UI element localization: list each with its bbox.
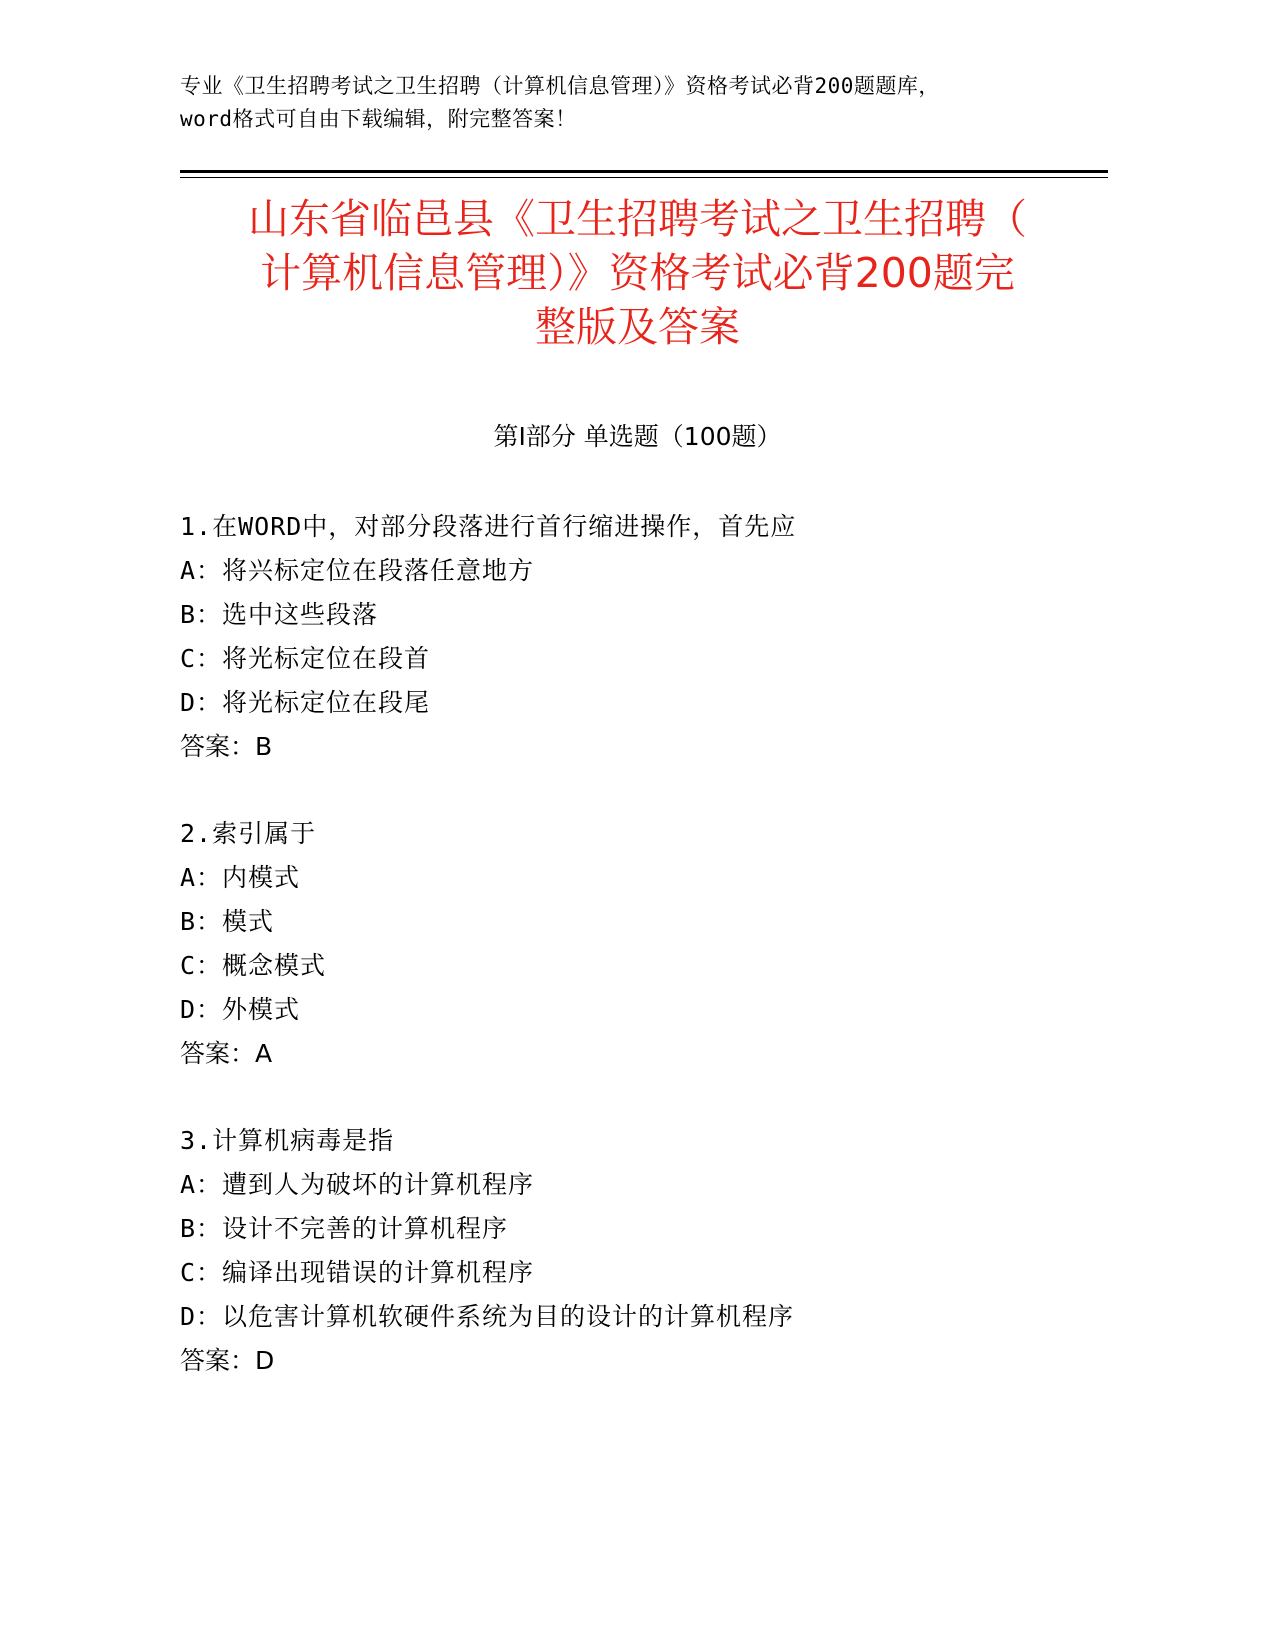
answer: 答案：A	[180, 1039, 273, 1068]
option-d: D：外模式	[180, 995, 301, 1024]
answer: 答案：D	[180, 1346, 275, 1375]
document-title-line-1: 山东省临邑县《卫生招聘考试之卫生招聘（	[248, 195, 1027, 243]
option-c: C：将光标定位在段首	[180, 644, 431, 673]
question-stem: 2.索引属于	[180, 819, 317, 848]
option-a: A：内模式	[180, 863, 301, 892]
option-d: D：将光标定位在段尾	[180, 688, 431, 717]
header-note-line-2: word格式可自由下载编辑，附完整答案！	[180, 107, 577, 131]
option-c: C：概念模式	[180, 951, 327, 980]
document-title-line-3: 整版及答案	[535, 303, 740, 351]
question-1	[180, 505, 1120, 769]
question-2	[180, 812, 1120, 1076]
document-title	[150, 192, 1125, 354]
header-divider-thin	[180, 177, 1108, 178]
answer: 答案：B	[180, 732, 273, 761]
option-c: C：编译出现错误的计算机程序	[180, 1258, 535, 1287]
header-note	[180, 70, 1110, 136]
question-stem: 3.计算机病毒是指	[180, 1126, 395, 1155]
option-b: B：设计不完善的计算机程序	[180, 1214, 509, 1243]
question-stem: 1.在WORD中，对部分段落进行首行缩进操作，首先应	[180, 512, 797, 541]
question-3	[180, 1119, 1120, 1383]
header-note-line-1: 专业《卫生招聘考试之卫生招聘（计算机信息管理）》资格考试必背200题题库，	[180, 74, 940, 98]
option-b: B：选中这些段落	[180, 600, 379, 629]
question-list	[180, 505, 1120, 1426]
document-title-line-2: 计算机信息管理）》资格考试必背200题完	[260, 249, 1015, 297]
header-divider-thick	[180, 170, 1108, 173]
option-a: A：遭到人为破坏的计算机程序	[180, 1170, 535, 1199]
option-b: B：模式	[180, 907, 275, 936]
option-d: D：以危害计算机软硬件系统为目的设计的计算机程序	[180, 1302, 795, 1331]
section-title: 第Ⅰ部分 单选题（100题）	[493, 422, 782, 451]
option-a: A：将兴标定位在段落任意地方	[180, 556, 535, 585]
